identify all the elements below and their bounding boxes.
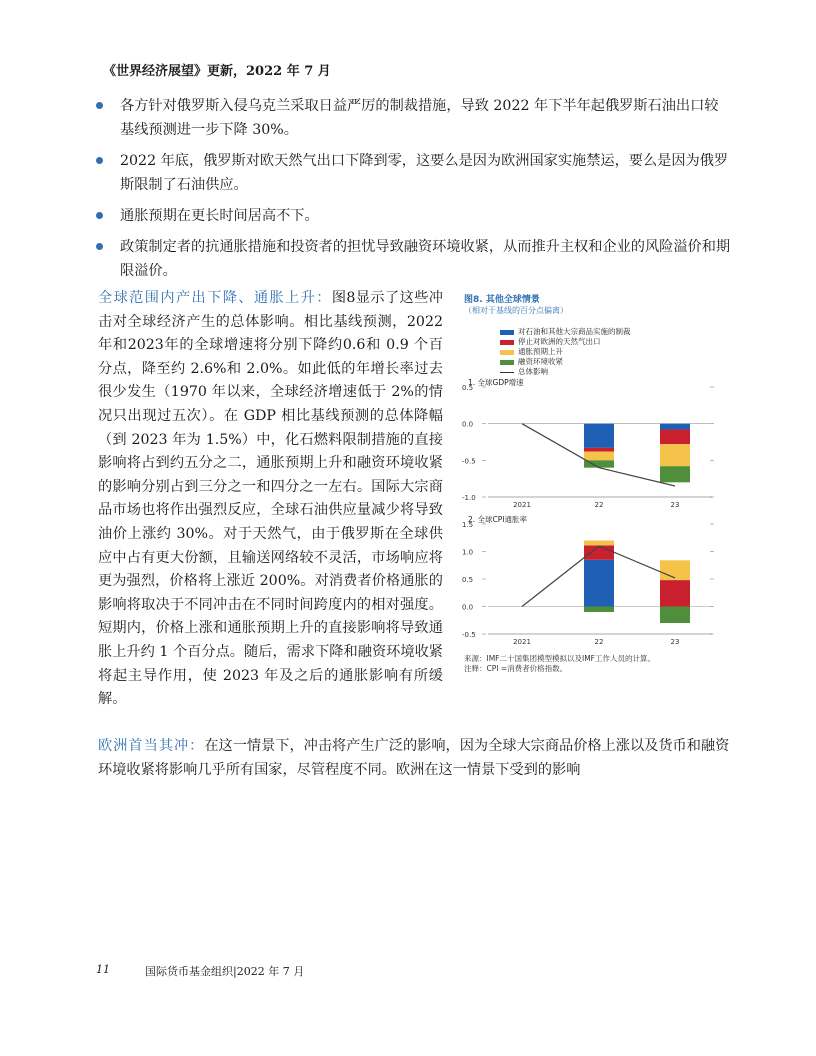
bullet-text: 各方针对俄罗斯入侵乌克兰采取日益严厉的制裁措施，导致 2022 年下半年起俄罗斯石油出口较基线预测进一步下降 30%。: [120, 98, 719, 138]
y-tick-label: 1.5: [462, 521, 474, 529]
x-tick-label: 22: [594, 638, 604, 646]
bar-segment: [584, 607, 614, 613]
y-tick-label: 0.5: [462, 384, 474, 392]
figure-source: 来源：IMF二十国集团模型模拟以及IMF工作人员的计算。: [464, 654, 655, 663]
bullet-item: [96, 235, 732, 283]
y-tick-label: 0.5: [462, 576, 474, 584]
bar-segment: [660, 444, 690, 466]
bullet-item: [96, 149, 732, 197]
figure-charts: [462, 292, 722, 652]
bar-segment: [584, 545, 614, 559]
figure-note: 注释：CPI =消费者价格指数。: [464, 664, 568, 673]
x-tick-label: 23: [670, 638, 680, 646]
page-number: 11: [96, 963, 110, 976]
x-tick-label: 2021: [513, 501, 531, 509]
bullet-item: [96, 94, 732, 142]
bullet-dot-icon: [96, 212, 103, 219]
paragraph-body: 图8显示了这些冲击对全球经济产生的总体影响。相比基线预测，2022年和2023年的全球增速将分别下降约0.6和 0.9 个百分点，降至约 2.6%和 2.0%。如此低的年增长率过去很少发生（1970 年以来，全球经济增速低于 2%的情况只出现过五次）。在 GDP 相比基线预测的总体降幅（到 2023 年为 1.5%）中，化石燃料限制措施的直接影响将占到约五分之二，通胀预期上升和融资环境收紧的影响分别占到三分之一和四分之一左右。国际大宗商品市场也将作出强烈反应，全球石油供应量减少将导致油价上涨约 30%。对于天然气，由于俄罗斯在全球供应中占有更大份额，且输送网络较不灵活，市场响应将更为强烈，价格将上涨近 200%。对消费者价格通胀的影响将取决于不同冲击在不同时间跨度内的相对强度。短期内，价格上涨和通胀预期上升的直接影响将导致通胀上升约 1 个百分点。随后，需求下降和融资环境收紧将起主导作用，使 2023 年及之后的通胀影响有所缓解。: [98, 290, 443, 708]
bar-segment: [584, 448, 614, 452]
bar-segment: [584, 424, 614, 448]
figure-subtitle: （相对于基线的百分点偏离）: [464, 306, 568, 315]
y-tick-label: -0.5: [462, 457, 476, 466]
y-tick-label: 0.0: [462, 603, 474, 612]
paragraph-lead: 全球范围内产出下降、通胀上升: [98, 290, 317, 306]
figure-title: 图8. 其他全球情景: [464, 295, 540, 305]
paragraph-europe: [98, 734, 730, 782]
panel-title: 1. 全球GDP增速: [468, 378, 524, 387]
bar-segment: [584, 541, 614, 546]
bar-segment: [660, 466, 690, 482]
y-tick-label: -1.0: [462, 494, 476, 502]
bar-segment: [660, 607, 690, 624]
figure-8: [462, 292, 722, 682]
paragraph-global-output: [98, 287, 443, 712]
bullet-text: 政策制定者的抗通胀措施和投资者的担忧导致融资环境收紧，从而推升主权和企业的风险溢价和期限溢价。: [120, 239, 731, 279]
y-tick-label: 1.0: [462, 548, 474, 557]
bar-segment: [660, 430, 690, 445]
footer-text: 国际货币基金组织|2022 年 7 月: [145, 965, 305, 978]
legend-label: 总体影响: [518, 367, 548, 376]
bullet-dot-icon: [96, 102, 103, 109]
paragraph-lead-sep: ：: [316, 290, 332, 306]
bullet-dot-icon: [96, 157, 103, 164]
paragraph-body: 在这一情景下，冲击将产生广泛的影响，因为全球大宗商品价格上涨以及货币和融资环境收紧将影响几乎所有国家，尽管程度不同。欧洲在这一情景下受到的影响: [98, 738, 730, 778]
paragraph-lead-sep: ：: [189, 738, 205, 754]
legend-label: 通胀预期上升: [518, 347, 563, 356]
bullet-dot-icon: [96, 243, 103, 250]
bar-segment: [584, 452, 614, 461]
bullet-text: 2022 年底，俄罗斯对欧天然气出口下降到零，这要么是因为欧洲国家实施禁运，要么是因为俄罗斯限制了石油供应。: [120, 153, 729, 193]
x-tick-label: 22: [594, 501, 604, 509]
legend-label: 停止对欧洲的天然气出口: [518, 337, 601, 346]
panel-title: 2. 全球CPI通胀率: [468, 515, 528, 524]
bullet-item: [96, 204, 732, 228]
bar-segment: [660, 580, 690, 606]
x-tick-label: 2021: [513, 638, 531, 646]
bar-segment: [660, 560, 690, 580]
page-header: 《世界经济展望》更新，2022 年 7 月: [103, 64, 331, 79]
paragraph-lead: 欧洲首当其冲: [98, 738, 190, 754]
bullet-text: 通胀预期在更长时间居高不下。: [120, 208, 319, 224]
x-tick-label: 23: [670, 501, 680, 509]
bar-segment: [584, 560, 614, 607]
legend-label: 对石油和其他大宗商品实施的制裁: [518, 327, 631, 336]
y-tick-label: 0.0: [462, 420, 474, 429]
y-tick-label: -0.5: [462, 631, 476, 639]
legend-label: 融资环境收紧: [518, 357, 563, 366]
bullet-list: [96, 94, 732, 290]
bar-segment: [660, 424, 690, 430]
